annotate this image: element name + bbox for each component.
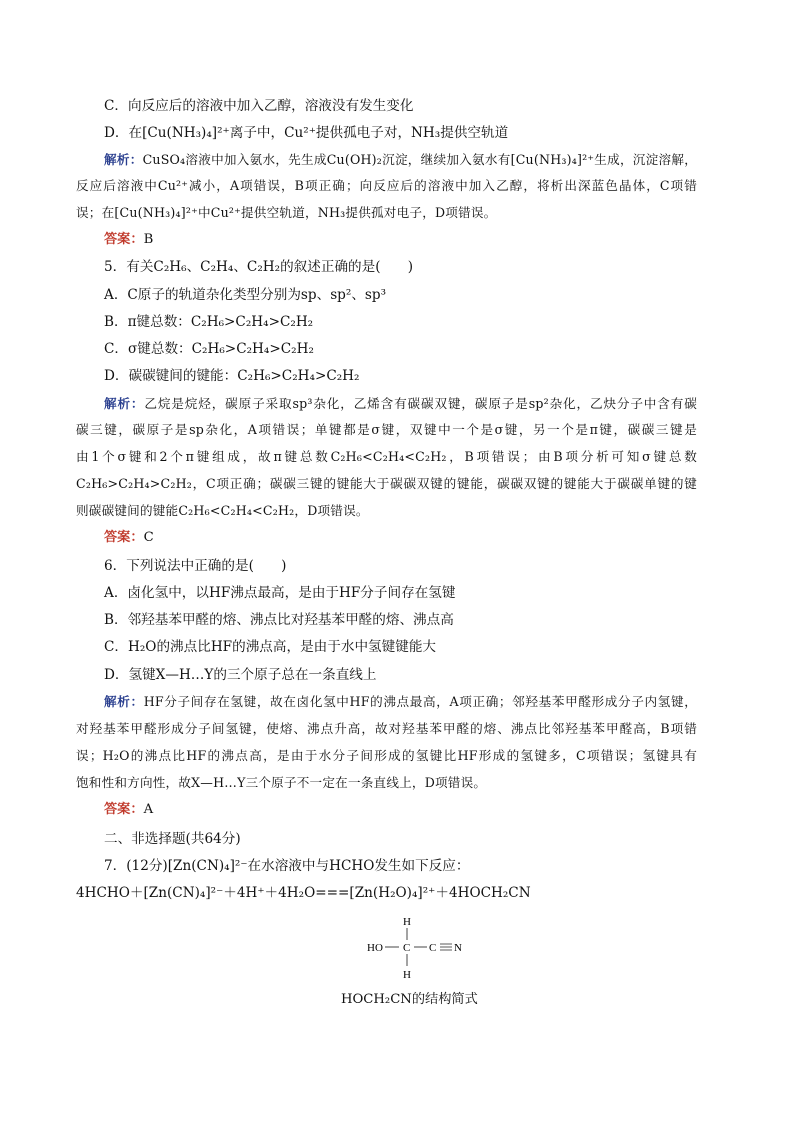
option-5c: C．σ键总数：C₂H₆>C₂H₄>C₂H₂ [104, 341, 314, 357]
option-5b: B．π键总数：C₂H₆>C₂H₄>C₂H₂ [104, 314, 314, 330]
answer-6: 答案：A [104, 802, 154, 817]
option-6a: A．卤化氢中，以HF沸点最高，是由于HF分子间存在氢键 [104, 585, 456, 601]
structure-c: C [403, 942, 411, 954]
structure-c2: C [429, 942, 437, 954]
explanation-5-line-2: 碳三键，碳原子是sp杂化，A项错误；单键都是σ键，双键中一个是σ键，另一个是π键，碳碳三键是 [76, 422, 697, 437]
explanation-6-line-1: 解析：HF分子间存在氢键，故在卤化氢中HF的沸点最高，A项正确；邻羟基苯甲醛形成分子内氢键， [104, 694, 697, 709]
question-5: 5．有关C₂H₆、C₂H₄、C₂H₂的叙述正确的是( ) [104, 259, 414, 275]
question-6: 6．下列说法中正确的是( ) [104, 558, 287, 574]
explanation-4-line-1: 解析：CuSO₄溶液中加入氨水，先生成Cu(OH)₂沉淀，继续加入氨水有[Cu(NH₃)₄]²⁺生成，沉淀溶解， [104, 152, 697, 167]
option-5d: D．碳碳键间的键能：C₂H₆>C₂H₄>C₂H₂ [104, 368, 360, 384]
explanation-6-line-2: 对羟基苯甲醛形成分子间氢键，使熔、沸点升高，故对羟基苯甲醛的熔、沸点比邻羟基苯甲醛高，B项错 [76, 721, 697, 736]
option-6d: D．氢键X—H…Y的三个原子总在一条直线上 [104, 667, 377, 683]
structure-h-top: H [403, 916, 411, 928]
reaction-equation: 4HCHO＋[Zn(CN)₄]²⁻＋4H⁺＋4H₂O===[Zn(H₂O)₄]²⁺＋4HOCH₂CN [76, 885, 531, 901]
option-6c: C．H₂O的沸点比HF的沸点高，是由于水中氢键键能大 [104, 639, 437, 655]
answer-label: 答案： [104, 232, 144, 247]
option-5a: A．C原子的轨道杂化类型分别为sp、sp²、sp³ [104, 287, 387, 303]
explanation-5-line-1: 解析：乙烷是烷烃，碳原子采取sp³杂化，乙烯含有碳碳双键，碳原子是sp²杂化，乙炔分子中含有碳 [104, 396, 697, 411]
explain-label: 解析： [104, 152, 143, 167]
explain-label: 解析： [104, 396, 145, 411]
explanation-4-line-2: 反应后溶液中Cu²⁺减小，A项错误，B项正确；向反应后的溶液中加入乙醇，将析出深蓝色晶体，C项错 [76, 178, 697, 193]
answer-4: 答案：B [104, 232, 154, 247]
structure-n: N [454, 942, 462, 954]
explain-label: 解析： [104, 694, 144, 709]
explanation-5-line-5: 则碳碳键间的键能C₂H₆<C₂H₄<C₂H₂，D项错误。 [76, 503, 369, 518]
explanation-6-line-4: 饱和性和方向性，故X—H…Y三个原子不一定在一条直线上，D项错误。 [76, 775, 487, 790]
option-4d: D．在[Cu(NH₃)₄]²⁺离子中，Cu²⁺提供孤电子对，NH₃提供空轨道 [104, 125, 509, 141]
question-7: 7．(12分)[Zn(CN)₄]²⁻在水溶液中与HCHO发生如下反应： [104, 858, 470, 874]
option-6b: B．邻羟基苯甲醛的熔、沸点比对羟基苯甲醛的熔、沸点高 [104, 612, 454, 628]
explanation-4-line-3: 误；在[Cu(NH₃)₄]²⁺中Cu²⁺提供空轨道，NH₃提供孤对电子，D项错误。 [76, 205, 497, 220]
structure-caption: HOCH₂CN的结构简式 [341, 992, 478, 1007]
explanation-5-line-4: C₂H₆>C₂H₄>C₂H₂，C项正确；碳碳三键的键能大于碳碳双键的键能，碳碳双键的键能大于碳碳单键的键 [76, 476, 697, 491]
answer-label: 答案： [104, 802, 144, 817]
answer-5: 答案：C [104, 530, 154, 545]
hoch2cn-structure [367, 912, 467, 984]
explanation-5-line-3: 由1个σ键和2个π键组成，故π键总数C₂H₆<C₂H₄<C₂H₂，B项错误；由B项分析可知σ键总数 [76, 449, 697, 464]
option-4c: C．向反应后的溶液中加入乙醇，溶液没有发生变化 [104, 98, 414, 114]
section-heading: 二、非选择题(共64分) [104, 831, 241, 847]
answer-label: 答案： [104, 530, 144, 545]
explanation-6-line-3: 误；H₂O的沸点比HF的沸点高，是由于水分子间形成的氢键比HF形成的氢键多，C项错误；氢键具有 [76, 748, 697, 763]
structure-h-bottom: H [403, 969, 411, 981]
structure-ho: HO [367, 942, 383, 954]
